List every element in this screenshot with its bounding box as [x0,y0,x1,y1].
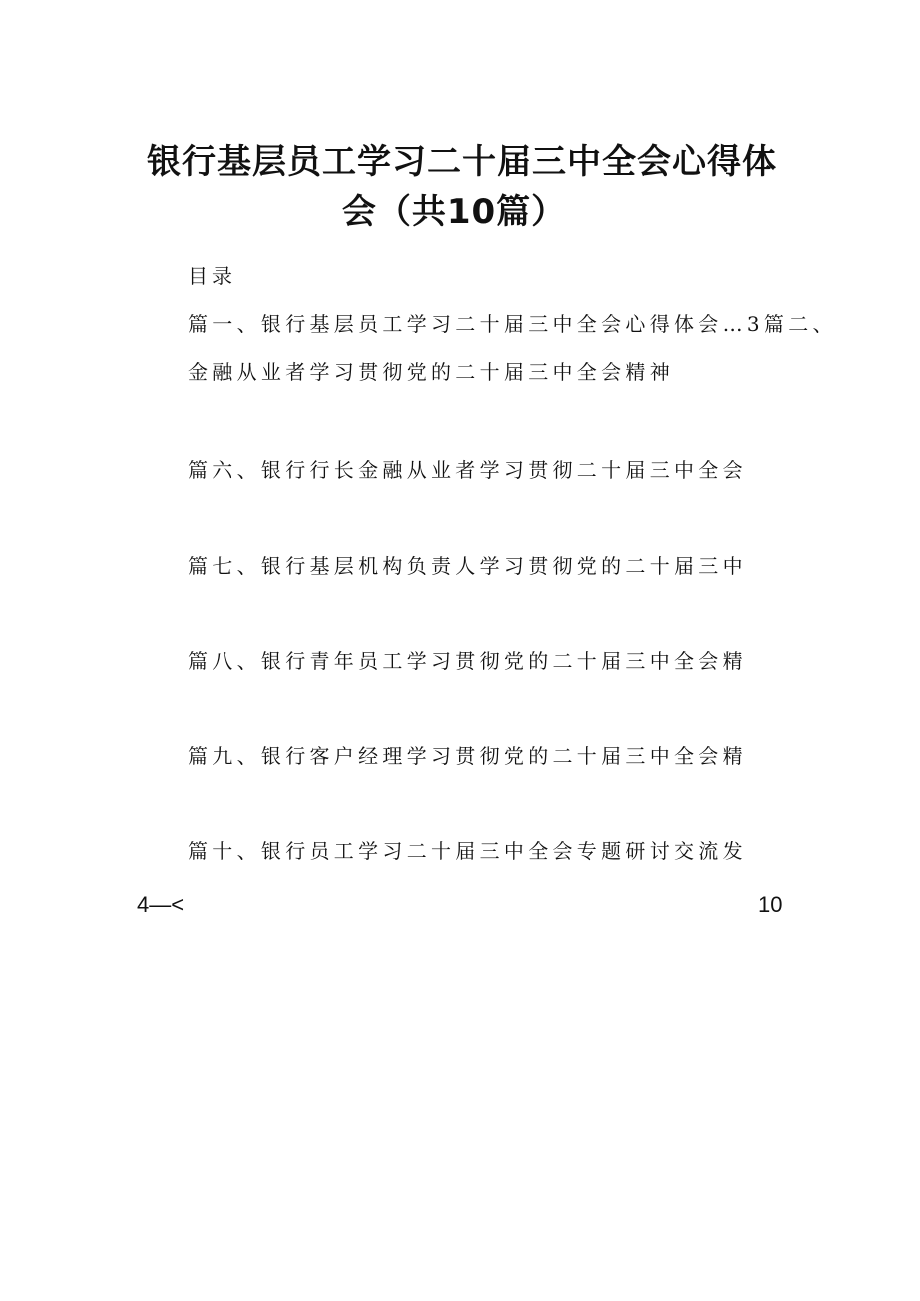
toc-entry: 篇六、银行行长金融从业者学习贯彻二十届三中全会 [188,458,747,482]
toc-entry: 篇八、银行青年员工学习贯彻党的二十届三中全会精 [188,649,747,673]
toc-heading: 目录 [188,264,236,288]
document-title-line-1: 银行基层员工学习二十届三中全会心得体 [147,142,777,182]
toc-entry: 篇十、银行员工学习二十届三中全会专题研讨交流发 [188,839,747,863]
toc-entry: 篇一、银行基层员工学习二十届三中全会心得体会…3篇二、 [188,312,837,336]
toc-entry: 金融从业者学习贯彻党的二十届三中全会精神 [188,360,674,384]
page-footer-left: 4—< [137,892,185,917]
document-title-line-2: 会（共10篇） [341,192,567,232]
toc-entry: 篇七、银行基层机构负责人学习贯彻党的二十届三中 [188,554,747,578]
toc-entry: 篇九、银行客户经理学习贯彻党的二十届三中全会精 [188,744,747,768]
page-number: 10 [758,892,783,917]
